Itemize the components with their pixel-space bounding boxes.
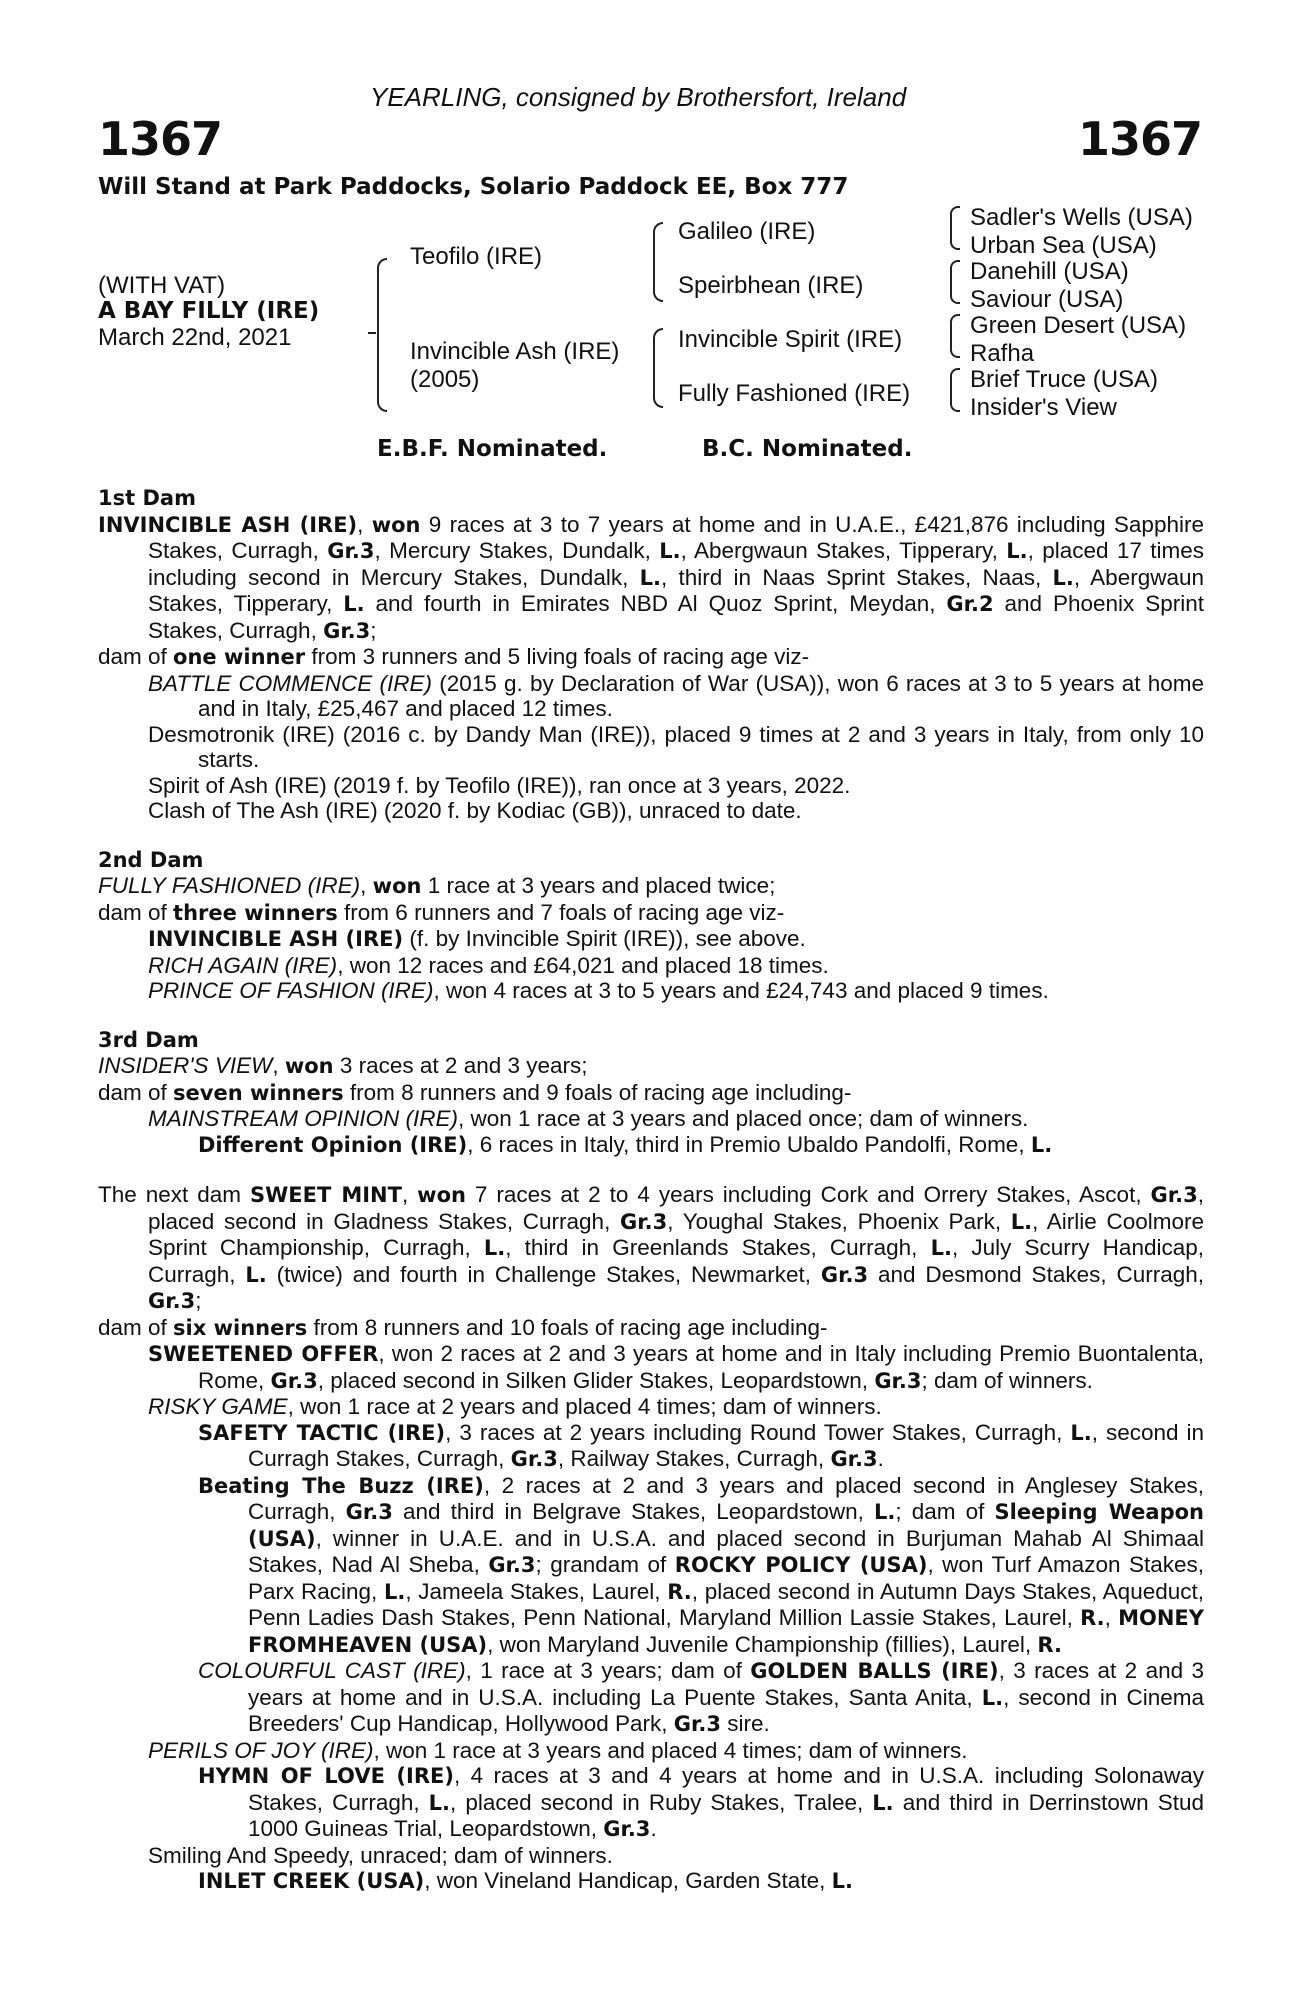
bc-nomination: B.C. Nominated.	[702, 436, 913, 462]
produce-clash-of-the-ash: Clash of The Ash (IRE) (2020 f. by Kodiac (GB)), unraced to date.	[148, 798, 802, 823]
ebf-nomination: E.B.F. Nominated.	[377, 436, 608, 462]
pedigree-brace-g2	[950, 260, 960, 304]
pedigree-brace-g1	[950, 206, 960, 250]
g3-danehill: Danehill (USA)	[970, 258, 1129, 285]
third-dam-produce-summary: dam of seven winners from 8 runners and 9 foals of racing age including-	[98, 1079, 852, 1105]
stand-location: Will Stand at Park Paddocks, Solario Paddock EE, Box 777	[98, 174, 849, 200]
third-dam-heading: 3rd Dam	[98, 1027, 199, 1052]
next-dam-produce-summary: dam of six winners from 8 runners and 10 foals of racing age including-	[98, 1314, 828, 1340]
second-dam-heading: 2nd Dam	[98, 847, 204, 872]
second-dam-produce-summary: dam of three winners from 6 runners and 7 foals of racing age viz-	[98, 899, 785, 925]
pedigree-brace-sire	[653, 222, 663, 302]
pedigree-brace-g3	[950, 314, 960, 358]
sire-dam: Speirbhean (IRE)	[678, 272, 864, 299]
produce-beating-the-buzz: Beating The Buzz (IRE), 2 races at 2 and 3 years and placed second in Anglesey Stakes, Curragh, Gr.3 and third in Belgrave Stakes, Leopardstown, L.; dam of Sleeping Weapon (USA), winner in U.A.E. and in U.S.A. and placed second in Burjuman Mahab Al Shimaal Stakes, Nad Al Sheba, Gr.3; grandam of ROCKY POLICY (USA), won Turf Amazon Stakes, Parx Racing, L., Jameela Stakes, Laurel, R., placed second in Autumn Days Stakes, Aqueduct, Penn Ladies Dash Stakes, Penn National, Maryland Million Lassie Stakes, Laurel, R., MONEY FROMHEAVEN (USA), won Maryland Juvenile Championship (fillies), Laurel, R.	[198, 1472, 1204, 1657]
produce-desmotronik: Desmotronik (IRE) (2016 c. by Dandy Man (IRE)), placed 9 times at 2 and 3 years in Italy, from only 10 starts.	[148, 721, 1204, 772]
consignment-line: YEARLING, consigned by Brothersfort, Ireland	[370, 82, 907, 112]
vat-label: (WITH VAT)	[98, 272, 226, 299]
first-dam-produce-summary: dam of one winner from 3 runners and 5 living foals of racing age viz-	[98, 644, 810, 669]
produce-sweetened-offer: SWEETENED OFFER, won 2 races at 2 and 3 years at home and in Italy including Premio Buontalenta, Rome, Gr.3, placed second in Silken Glider Stakes, Leopardstown, Gr.3; dam of winners.	[148, 1341, 1205, 1393]
lot-number-right: 1367	[1077, 112, 1202, 166]
g3-green-desert: Green Desert (USA)	[970, 312, 1187, 339]
g3-saviour: Saviour (USA)	[970, 286, 1124, 313]
g3-insiders-view: Insider's View	[970, 394, 1117, 421]
produce-mainstream-opinion: MAINSTREAM OPINION (IRE), won 1 race at 3 years and placed once; dam of winners.	[148, 1106, 1029, 1131]
produce-hymn-of-love: HYMN OF LOVE (IRE), 4 races at 3 and 4 years at home and in U.S.A. including Solonaway Stakes, Curragh, L., placed second in Ruby Stakes, Tralee, L. and third in Derrinstown Stud 1000 Guineas Trial, Leopardstown, Gr.3.	[198, 1763, 1205, 1841]
produce-colourful-cast: COLOURFUL CAST (IRE), 1 race at 3 years; dam of GOLDEN BALLS (IRE), 3 races at 2 and 3 years at home and in U.S.A. including La Puente Stakes, Santa Anita, L., second in Cinema Breeders' Cup Handicap, Hollywood Park, Gr.3 sire.	[198, 1658, 1204, 1736]
pedigree-brace-main	[377, 258, 387, 412]
produce-inlet-creek: INLET CREEK (USA), won Vineland Handicap, Garden State, L.	[198, 1868, 853, 1893]
dam-sire: Invincible Spirit (IRE)	[678, 326, 903, 353]
pedigree-brace-dam	[653, 328, 663, 408]
dam-name: Invincible Ash (IRE)	[410, 338, 620, 365]
produce-perils-of-joy: PERILS OF JOY (IRE), won 1 race at 3 years and placed 4 times; dam of winners.	[148, 1737, 968, 1763]
sire-sire: Galileo (IRE)	[678, 218, 816, 245]
g3-brief-truce: Brief Truce (USA)	[970, 366, 1159, 393]
g3-urban-sea: Urban Sea (USA)	[970, 232, 1157, 259]
first-dam-record: INVINCIBLE ASH (IRE), won 9 races at 3 to 7 years at home and in U.A.E., £421,876 including Sapphire Stakes, Curragh, Gr.3, Mercury Stakes, Dundalk, L., Abergwaun Stakes, Tipperary, L., placed 17 times including second in Mercury Stakes, Dundalk, L., third in Naas Sprint Stakes, Naas, L., Abergwaun Stakes, Tipperary, L. and fourth in Emirates NBD Al Quoz Sprint, Meydan, Gr.2 and Phoenix Sprint Stakes, Curragh, Gr.3;	[98, 511, 1205, 643]
produce-battle-commence: BATTLE COMMENCE (IRE) (2015 g. by Declaration of War (USA)), won 6 races at 3 to 5 years at home and in Italy, £25,467 and placed 12 times.	[148, 670, 1204, 721]
produce-different-opinion: Different Opinion (IRE), 6 races in Italy, third in Premio Ubaldo Pandolfi, Rome, L.	[198, 1131, 1053, 1157]
catalogue-body	[98, 486, 1204, 1895]
produce-smiling-and-speedy: Smiling And Speedy, unraced; dam of winners.	[148, 1842, 613, 1868]
foaled-date: March 22nd, 2021	[98, 324, 292, 351]
g3-sadlers-wells: Sadler's Wells (USA)	[970, 204, 1193, 231]
sire-name: Teofilo (IRE)	[410, 243, 543, 270]
produce-invincible-ash: INVINCIBLE ASH (IRE) (f. by Invincible Spirit (IRE)), see above.	[148, 926, 806, 951]
third-dam-record: INSIDER'S VIEW, won 3 races at 2 and 3 years;	[98, 1053, 588, 1078]
second-dam-record: FULLY FASHIONED (IRE), won 1 race at 3 years and placed twice;	[98, 873, 776, 898]
g3-rafha: Rafha	[970, 340, 1035, 367]
produce-risky-game: RISKY GAME, won 1 race at 2 years and placed 4 times; dam of winners.	[148, 1394, 882, 1419]
produce-spirit-of-ash: Spirit of Ash (IRE) (2019 f. by Teofilo (IRE)), ran once at 3 years, 2022.	[148, 772, 851, 798]
produce-rich-again: RICH AGAIN (IRE), won 12 races and £64,021 and placed 18 times.	[148, 952, 829, 978]
spacer	[98, 1158, 1204, 1182]
lot-number-left: 1367	[98, 112, 223, 166]
produce-safety-tactic: SAFETY TACTIC (IRE), 3 races at 2 years including Round Tower Stakes, Curragh, L., second in Curragh Stakes, Curragh, Gr.3, Railway Stakes, Curragh, Gr.3.	[198, 1419, 1204, 1471]
pedigree-brace-g4	[950, 368, 960, 412]
spacer	[98, 824, 1204, 848]
spacer	[98, 1004, 1204, 1028]
dam-year: (2005)	[410, 366, 480, 393]
next-dam-record: The next dam SWEET MINT, won 7 races at 2 to 4 years including Cork and Orrery Stakes, Ascot, Gr.3, placed second in Gladness Stakes, Curragh, Gr.3, Youghal Stakes, Phoenix Park, L., Airlie Coolmore Sprint Championship, Curragh, L., third in Greenlands Stakes, Curragh, L., July Scurry Handicap, Curragh, L. (twice) and fourth in Challenge Stakes, Newmarket, Gr.3 and Desmond Stakes, Curragh, Gr.3;	[98, 1182, 1205, 1313]
dam-dam: Fully Fashioned (IRE)	[678, 380, 911, 407]
pedigree-brace-main-tip	[368, 332, 376, 334]
produce-prince-of-fashion: PRINCE OF FASHION (IRE), won 4 races at 3 to 5 years and £24,743 and placed 9 times.	[148, 978, 1049, 1003]
first-dam-heading: 1st Dam	[98, 486, 196, 510]
horse-name: A BAY FILLY (IRE)	[98, 298, 320, 324]
